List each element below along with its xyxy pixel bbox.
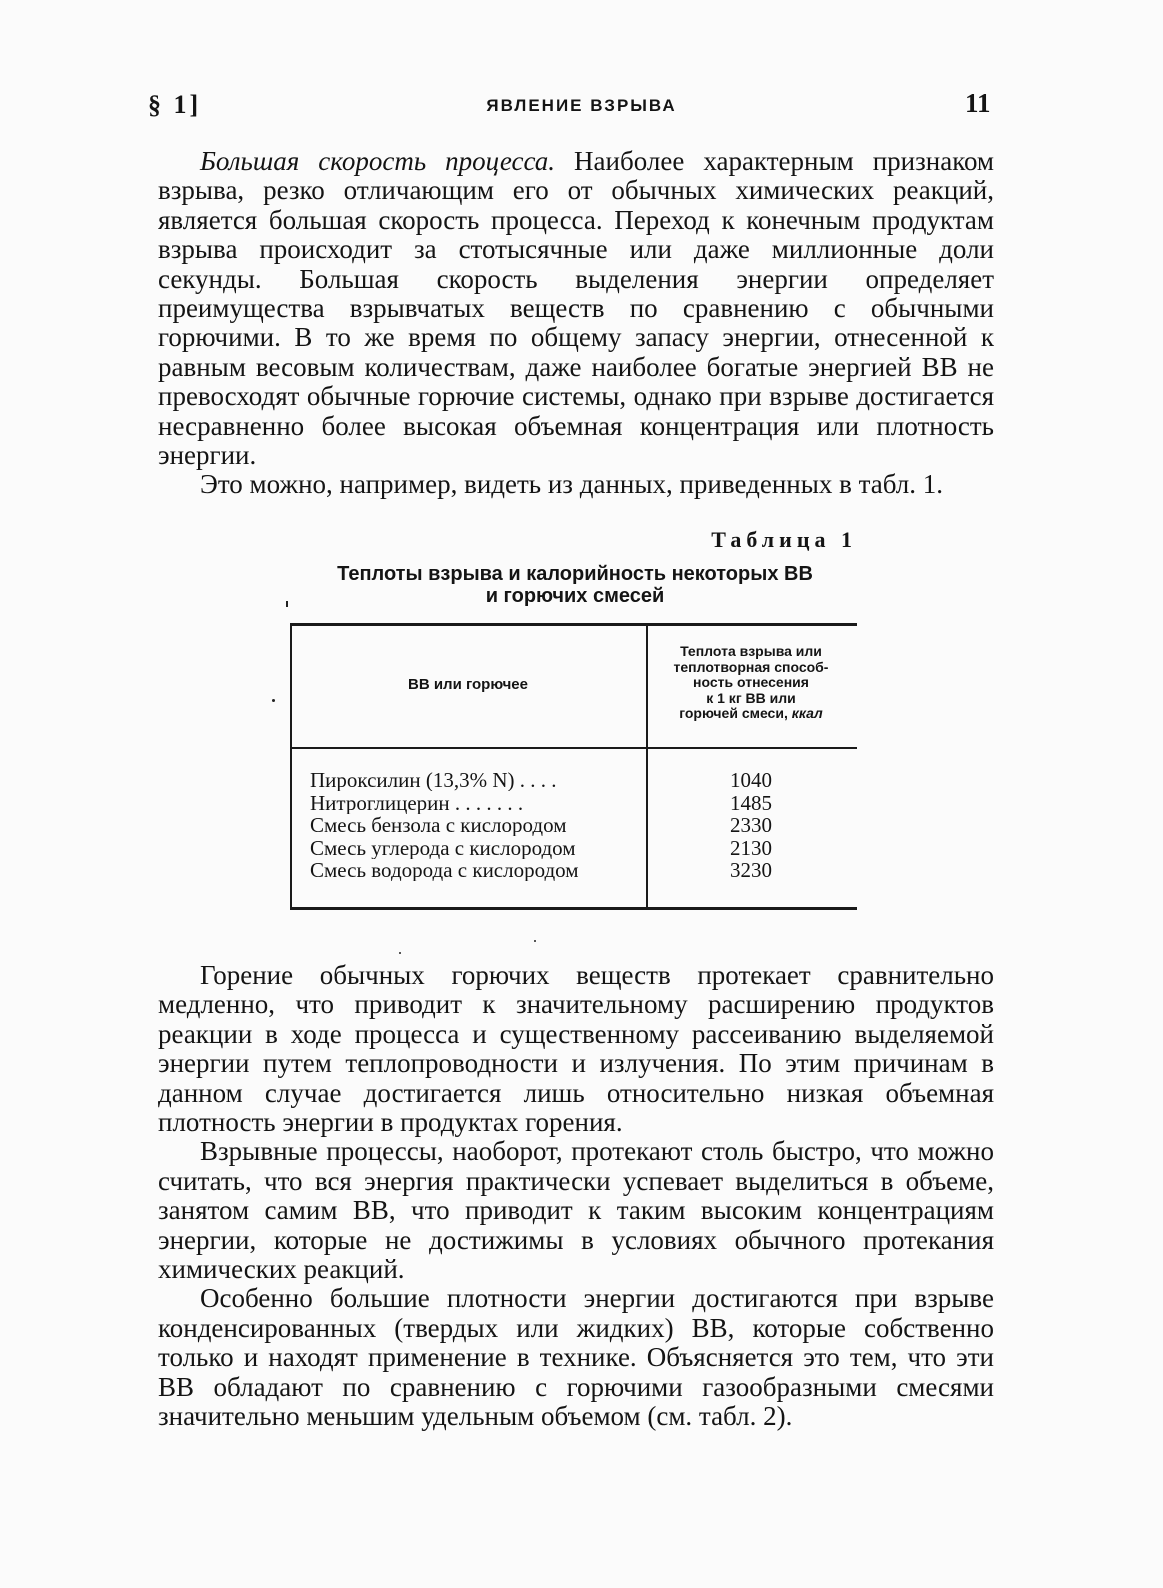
print-speck <box>286 601 288 607</box>
table-label: Таблица 1 <box>711 527 857 552</box>
substance-cell: Смесь водорода с кислородом <box>310 859 579 881</box>
paragraph-lead: Большая скорость процесса. <box>200 146 555 176</box>
section-marker: § 1] <box>148 90 202 119</box>
page-number: 11 <box>965 88 991 118</box>
header-line-text: горючей смеси, <box>679 705 788 721</box>
print-speck <box>399 952 401 954</box>
substance-cell: Нитроглицерин . . . . . . . <box>310 791 524 814</box>
table-caption-line: Теплоты взрыва и калорийность некоторых ВВ <box>337 563 813 585</box>
print-speck <box>272 699 275 702</box>
table-body <box>290 769 857 882</box>
body-text-top <box>158 147 994 500</box>
running-title: ЯВЛЕНИЕ ВЗРЫВА <box>486 96 677 115</box>
column-header-heat <box>648 644 854 722</box>
table-row <box>290 792 857 815</box>
header-line: ность отнесения <box>693 674 809 690</box>
table-row <box>290 837 857 860</box>
value-cell: 2330 <box>730 813 772 837</box>
value-cell: 1040 <box>730 768 772 792</box>
header-line: теплотворная способ- <box>673 658 829 675</box>
print-speck <box>534 940 536 942</box>
body-text-bottom <box>158 961 994 1432</box>
paragraph: Горение обычных горючих веществ протекает сравнительно медленно, что приводит к значительному расширению продуктов реакции в ходе процесса и существенному рассеиванию выделяемой энергии путем теплопроводности и излучения. По этим причинам в данном случае достигается лишь относительно низкая объемная плотность энергии в продуктах горения. <box>158 960 994 1138</box>
paragraph-text: Это можно, например, видеть из данных, приведенных в табл. 1. <box>200 469 944 500</box>
data-table <box>290 623 857 910</box>
value-cell: 3230 <box>730 858 772 882</box>
substance-cell: Смесь углерода с кислородом <box>310 836 576 859</box>
unit-label: ккал <box>791 705 823 721</box>
paragraph: Особенно большие плотности энергии достигаются при взрыве конденсированных (твердых или жидких) ВВ, которые собственно только и находят применение в технике. Объясняется это тем, что эти ВВ обладают по сравнению с горючими газообразными смесями значительно меньшим удельным объемом (см. табл. 2). <box>158 1283 994 1432</box>
paragraph-text: Наиболее характерным признаком взрыва, резко отличающим его от обычных химических реакций, является большая скорость процесса. Переход к конечным продуктам взрыва происходит за стотысячные или даже миллионные доли секунды. Большая скорость выделения энергии определяет преимущества взрывчатых веществ по сравнению с обычными горючими. В то же время по общему запасу энергии, отнесенной к равным весовым количествам, даже наиболее богатые энергией ВВ не превосходят обычные горючие системы, однако при взрыве достигается несравненно более высокая объемная концентрация или плотность энергии. <box>158 146 995 471</box>
table-rule <box>290 747 857 749</box>
table-row <box>290 814 857 837</box>
table-row <box>290 859 857 882</box>
substance-cell: Смесь бензола с кислородом <box>310 814 567 836</box>
paragraph <box>158 147 994 470</box>
paragraph: Взрывные процессы, наоборот, протекают столь быстро, что можно считать, что вся энергия практически успевает выделиться в объеме, занятом самим ВВ, что приводит к таким высоким концентрациям энергии, которые не достижимы в условиях обычного протекания химических реакций. <box>158 1136 994 1285</box>
table-caption <box>280 563 870 607</box>
table-row <box>290 769 857 792</box>
table-caption-line: и горючих смесей <box>485 585 665 607</box>
header-line <box>648 706 854 722</box>
value-cell: 1485 <box>730 790 772 815</box>
header-line: к 1 кг ВВ или <box>706 689 796 706</box>
paragraph <box>158 470 994 499</box>
column-header-substance: ВВ или горючее <box>408 676 528 693</box>
value-cell: 2130 <box>730 835 772 860</box>
header-line: Теплота взрыва или <box>680 643 822 659</box>
substance-cell: Пироксилин (13,3% N) . . . . <box>310 769 557 791</box>
